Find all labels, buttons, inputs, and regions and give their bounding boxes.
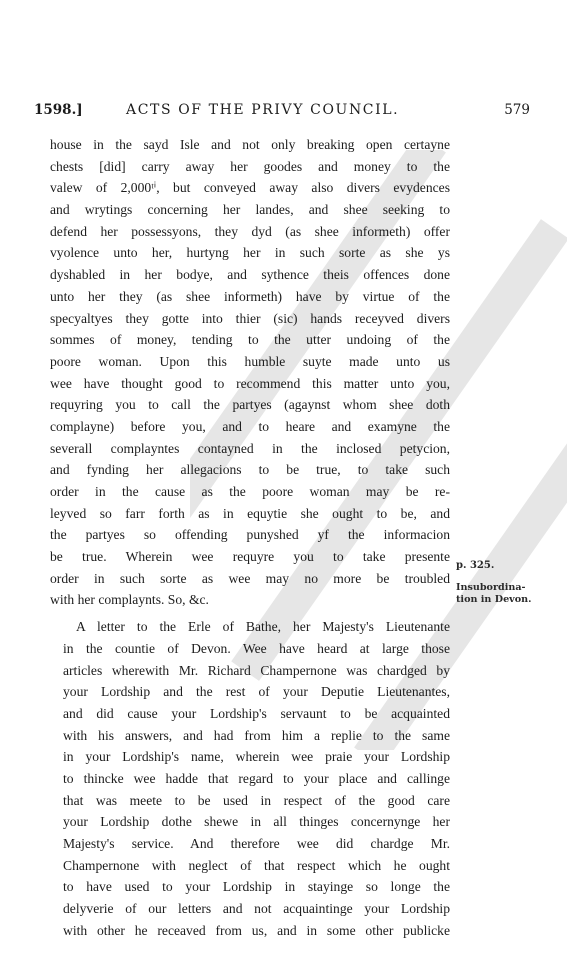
text-line: valew of 2,000ᵗⁱ, but conveyed away also divers evydences [50, 180, 450, 196]
paragraph-letter-to-erle-of-bathe [50, 616, 450, 941]
text-line: with his answers, and had from him a replie to the same [63, 727, 450, 743]
text-line: Majesty's service. And therefore wee did chardge Mr. [63, 836, 450, 851]
text-line: your Lordship and the rest of your Deputie Lieutenantes, [63, 684, 450, 700]
margin-note-line: Insubordina- [456, 582, 526, 593]
text-line: that was meete to be used in respect of the good care [63, 792, 450, 808]
text-line: poore woman. Upon this humble suyte made unto us [50, 353, 450, 369]
text-line: and wrytings concerning her landes, and shee seeking to [50, 202, 450, 218]
text-line: delyverie of our letters and not acquaintinge your Lordship [63, 901, 450, 917]
text-line: requyring you to call the partyes (agaynst whom shee doth [50, 397, 450, 413]
text-line: A letter to the Erle of Bathe, her Majesty's Lieutenante [76, 619, 450, 635]
text-line: severall complayntes contayned in the inclosed petycion, [50, 440, 450, 456]
text-line: order in such sorte as wee may no more be troubled [50, 570, 450, 586]
margin-page-reference: p. 325. [456, 560, 495, 571]
text-line: vyolence unto her, hurtyng her in such sorte as she ys [50, 245, 450, 261]
text-line: to have used to your Lordship in stayinge so longe the [63, 879, 450, 895]
text-line: sommes of money, tending to the utter undoing of the [50, 332, 450, 348]
text-line: complayne) before you, and to heare and examyne the [50, 418, 450, 434]
text-line: articles wherewith Mr. Richard Champernone was chardged by [63, 662, 450, 678]
text-line: unto her they (as shee informeth) have by virtue of the [50, 288, 450, 304]
text-line: be true. Wherein wee requyre you to take presente [50, 549, 450, 565]
text-line: wee have thought good to recommend this matter unto you, [50, 375, 450, 391]
text-line: the partyes so offending punyshed yf the informacion [50, 527, 450, 543]
text-line: dyshabled in her bodye, and sythence theis offences done [50, 267, 450, 283]
paragraph-continued [50, 134, 450, 611]
text-line: chests [did] carry away her goodes and money to the [50, 158, 450, 174]
text-line: leyved so farr forth as in equytie she ought to be, and [50, 505, 450, 521]
text-line: house in the sayd Isle and not only breaking open certayne [50, 137, 450, 152]
text-line: with her complaynts. So, &c. [50, 592, 209, 608]
text-line: order in the cause as the poore woman may be re- [50, 484, 450, 499]
body-text [50, 134, 450, 941]
header-year: 1598.] [34, 102, 83, 118]
running-header [34, 102, 530, 124]
text-line: and did cause your Lordship's servaunt to be acquainted [63, 705, 450, 721]
page-number: 579 [504, 102, 530, 118]
text-line: to thincke wee hadde that regard to your place and callinge [63, 770, 450, 786]
text-line: Champernone with neglect of that respect which he ought [63, 857, 450, 873]
text-line: with other he receaved from us, and in some other publicke [63, 922, 450, 938]
text-line: defend her possessyons, they dyd (as shee informeth) offer [50, 223, 450, 239]
margin-note-line: tion in Devon. [456, 594, 532, 605]
margin-subject-note [456, 582, 556, 606]
header-title: ACTS OF THE PRIVY COUNCIL. [126, 102, 400, 118]
text-line: specyaltyes they gotte into thier (sic) hands receyved divers [50, 310, 450, 326]
text-line: and fynding her allegacions to be true, to take such [50, 462, 450, 478]
text-line: your Lordship dothe shewe in all thinges concernynge her [63, 814, 450, 830]
text-line: in the countie of Devon. Wee have heard at large those [63, 640, 450, 656]
text-line: in your Lordship's name, wherein wee praie your Lordship [63, 749, 450, 765]
